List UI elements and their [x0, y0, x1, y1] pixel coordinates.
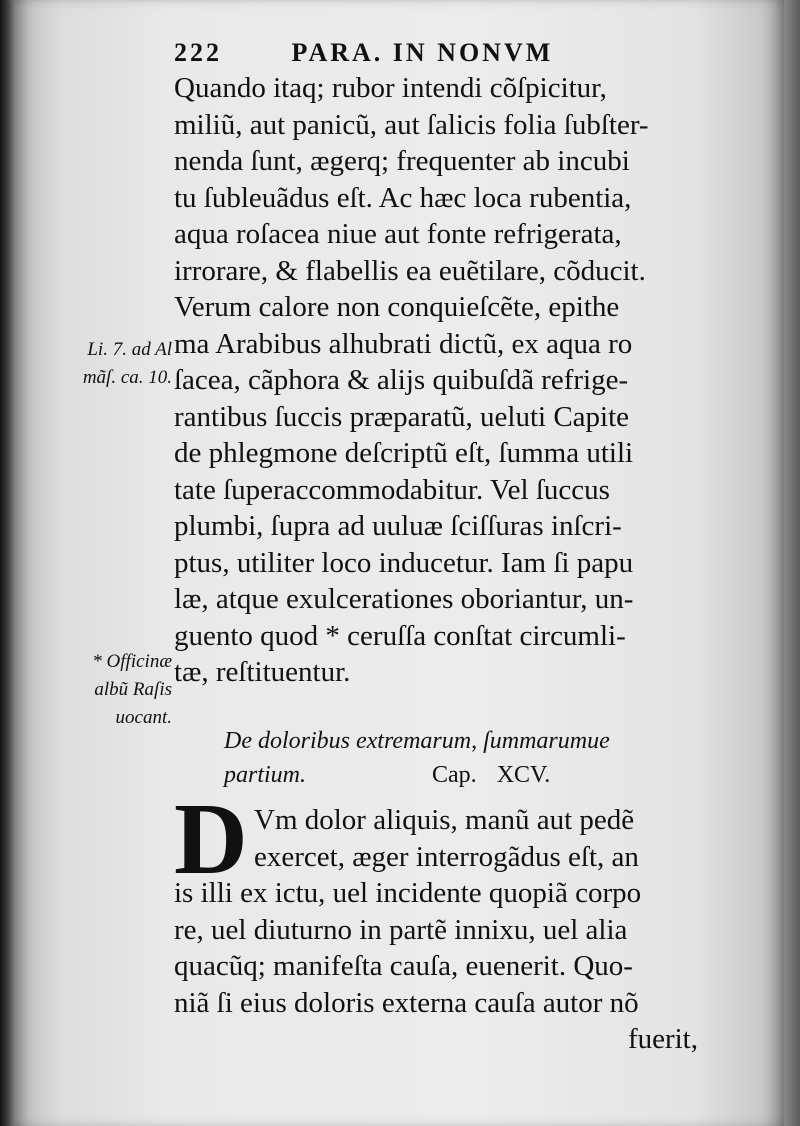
margin-note-line: mãſ. ca. 10. — [82, 367, 172, 388]
book-gutter — [0, 0, 14, 1126]
text-line: plumbi, ſupra ad uuluæ ſciſſuras inſcri- — [174, 510, 622, 542]
text-line: tate ſuperaccommodabitur. Vel ſuccus — [174, 473, 610, 506]
book-page — [14, 0, 784, 1126]
body-text-bottom — [174, 802, 754, 1058]
page-number: 222 — [174, 38, 222, 67]
text-line: de phlegmone deſcriptũ eſt, ſumma utili — [174, 437, 634, 469]
text-line: re, uel diuturno in partẽ innixu, uel alia — [174, 913, 628, 946]
text-line: miliũ, aut panicũ, aut ſalicis folia ſubſter- — [174, 108, 649, 141]
text-line: rantibus ſuccis præparatũ, ueluti Capite — [174, 400, 630, 433]
chapter-cap-label: Cap. — [432, 762, 477, 788]
text-line: ptus, utiliter loco inducetur. Iam ſi papu — [174, 546, 634, 579]
chapter-title-line-2 — [224, 758, 704, 792]
chapter-cap-number: XCV. — [496, 762, 551, 788]
text-line: nenda ſunt, ægerq; frequenter ab incubi — [174, 145, 630, 177]
running-header — [174, 38, 553, 68]
text-line: is illi ex ictu, uel incidente quopiã corpo — [174, 877, 642, 909]
text-line: fuerit, — [627, 1023, 698, 1055]
text-line: Verum calore non conquieſcẽte, epithe — [174, 291, 620, 323]
text-line: tæ, reſtituentur. — [174, 656, 351, 688]
margin-note-line: Li. 7. ad Al — [87, 339, 172, 360]
body-text-top — [174, 70, 754, 691]
drop-cap-initial: D — [174, 783, 248, 896]
page-edge — [784, 0, 800, 1126]
text-line: niã ſi eius doloris externa cauſa autor nõ — [174, 986, 639, 1019]
chapter-number — [432, 758, 550, 792]
chapter-title-end: partium. — [224, 762, 307, 788]
text-line: tu ſubleuãdus eſt. Ac hæc loca rubentia, — [174, 181, 632, 214]
text-line: exercet, æger interrogãdus eſt, an — [254, 840, 639, 873]
text-line: ma Arabibus alhubrati dictũ, ex aqua ro — [174, 327, 633, 360]
text-line: irrorare, & flabellis ea euẽtilare, cõducit. — [174, 254, 646, 287]
text-line: guento quod * ceruſſa conſtat circumli- — [174, 619, 626, 652]
text-line: aqua roſacea niue aut fonte refrigerata, — [174, 218, 622, 250]
running-title: PARA. IN NONVM — [291, 38, 554, 67]
text-line: læ, atque exulcerationes oboriantur, un- — [174, 583, 634, 615]
margin-note-line: albũ Raſis — [94, 679, 172, 700]
margin-note-officinae — [44, 648, 172, 732]
chapter-title-line: De doloribus extremarum, ſummarumue — [224, 728, 610, 754]
margin-note-line: uocant. — [115, 707, 172, 728]
margin-note-line: * Officinæ — [92, 651, 172, 672]
text-line: Quando itaq; rubor intendi cõſpicitur, — [174, 72, 607, 104]
text-line: quacũq; manifeſta cauſa, euenerit. Quo- — [174, 950, 633, 982]
chapter-heading — [224, 724, 704, 792]
text-line: Vm dolor aliquis, manũ aut pedẽ — [254, 804, 635, 836]
text-line: ſacea, cãphora & alijs quibuſdã refrige- — [174, 364, 629, 396]
margin-note-reference — [44, 336, 172, 392]
